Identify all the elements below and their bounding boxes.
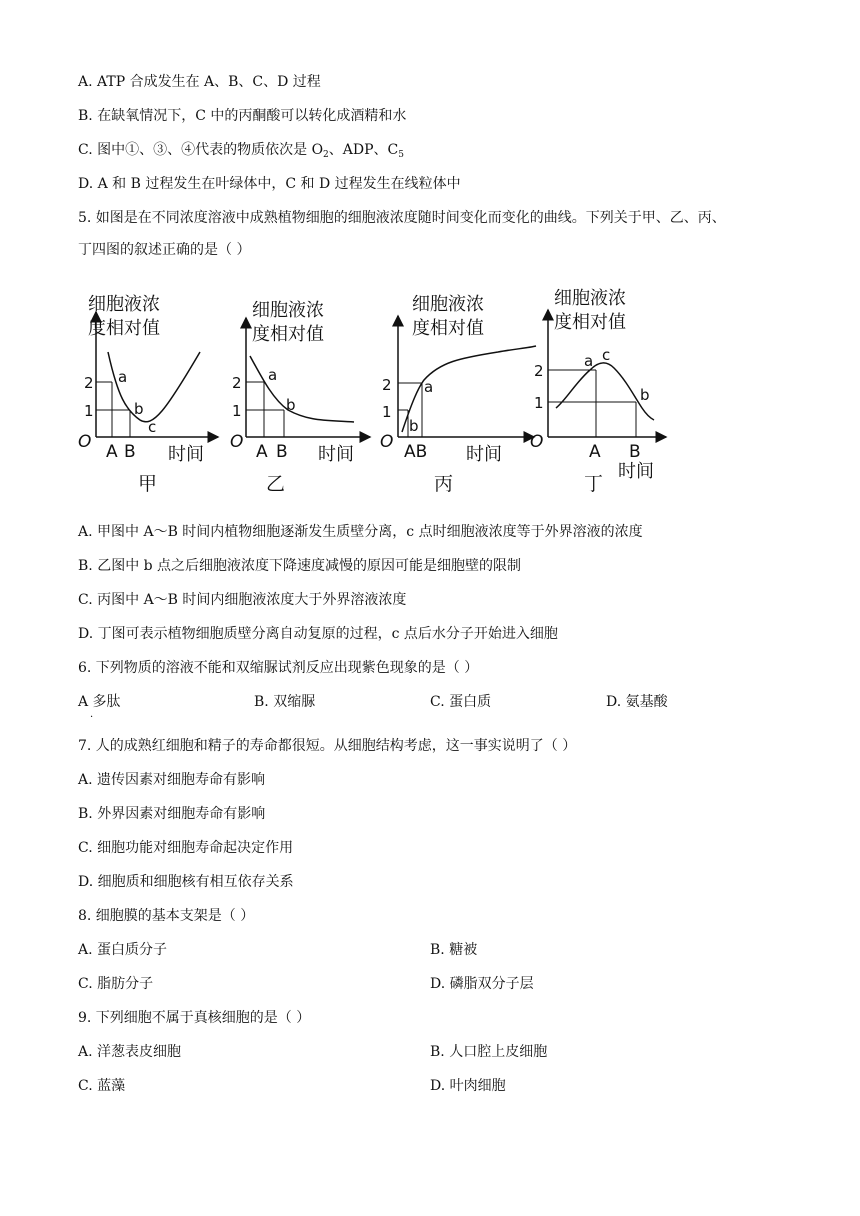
q5-option-c: C. 丙图中 A～B 时间内细胞液浓度大于外界溶液浓度 <box>78 592 407 608</box>
q8-stem: 8. 细胞膜的基本支架是（ ） <box>78 908 255 924</box>
graph-bing-point-b: b <box>409 417 419 435</box>
q5-stem-line2: 丁四图的叙述正确的是（ ） <box>78 242 251 258</box>
graph-bing-ylabel2: 度相对值 <box>412 318 484 339</box>
graph-jia <box>78 294 218 495</box>
graph-ding-ylabel2: 度相对值 <box>554 312 626 333</box>
graph-jia-curve <box>108 352 200 422</box>
graph-jia-point-c: c <box>148 418 157 436</box>
graph-yi-curve <box>250 356 354 422</box>
graph-bing <box>380 294 536 495</box>
graph-yi-x-a: A <box>256 442 268 462</box>
graph-jia-point-a: a <box>118 368 128 386</box>
q9-option-b: B. 人口腔上皮细胞 <box>430 1044 548 1060</box>
graph-yi-name: 乙 <box>266 473 286 495</box>
q4-option-c <box>78 140 404 165</box>
q4-option-a: A. ATP 合成发生在 A、B、C、D 过程 <box>78 74 321 90</box>
q5-option-d: D. 丁图可表示植物细胞质壁分离自动复原的过程，c 点后水分子开始进入细胞 <box>78 626 558 642</box>
q9-option-d: D. 叶肉细胞 <box>430 1078 506 1094</box>
q6-dot: · <box>90 712 94 723</box>
q4-option-c-text2: 、ADP、C <box>328 142 399 158</box>
graph-bing-xlabel: 时间 <box>466 444 502 465</box>
graph-yi-x-b: B <box>276 442 288 462</box>
q4-option-d: D. A 和 B 过程发生在叶绿体中，C 和 D 过程发生在线粒体中 <box>78 176 461 192</box>
graph-jia-tick-2: 2 <box>84 374 94 392</box>
graph-yi-ylabel1: 细胞液浓 <box>252 300 324 321</box>
graph-jia-tick-1: 1 <box>84 402 94 420</box>
q6-option-c: C. 蛋白质 <box>430 694 492 710</box>
q8-option-c: C. 脂肪分子 <box>78 976 154 992</box>
graph-yi <box>230 300 370 495</box>
graph-jia-ylabel1: 细胞液浓 <box>88 294 160 315</box>
graph-ding <box>530 288 666 495</box>
q4-option-c-sub2: 5 <box>398 150 404 160</box>
q5-graphs <box>78 282 678 502</box>
q5-graphs-svg <box>78 282 678 502</box>
graph-bing-tick-1: 1 <box>382 403 392 421</box>
graph-jia-origin: O <box>78 432 92 452</box>
graph-yi-point-b: b <box>286 396 296 414</box>
graph-ding-tick-2: 2 <box>534 362 544 380</box>
graph-bing-tick-2: 2 <box>382 376 392 394</box>
q9-stem: 9. 下列细胞不属于真核细胞的是（ ） <box>78 1010 311 1026</box>
q7-option-b: B. 外界因素对细胞寿命有影响 <box>78 806 266 822</box>
graph-ding-xlabel: 时间 <box>618 461 654 482</box>
q4-option-c-text: C. 图中①、③、④代表的物质依次是 O <box>78 142 324 158</box>
q6-stem: 6. 下列物质的溶液不能和双缩脲试剂反应出现紫色现象的是（ ） <box>78 660 479 676</box>
q7-option-a: A. 遗传因素对细胞寿命有影响 <box>78 772 266 788</box>
graph-ding-origin: O <box>530 432 544 452</box>
graph-ding-point-a: a <box>584 352 594 370</box>
graph-jia-x-a: A <box>106 442 118 462</box>
graph-ding-point-c: c <box>602 346 611 364</box>
q7-option-d: D. 细胞质和细胞核有相互依存关系 <box>78 874 294 890</box>
graph-jia-point-b: b <box>134 400 144 418</box>
graph-ding-name: 丁 <box>584 473 604 495</box>
graph-ding-x-b: B <box>629 442 641 462</box>
graph-yi-tick-2: 2 <box>232 374 242 392</box>
graph-jia-ylabel2: 度相对值 <box>88 318 160 339</box>
q8-option-b: B. 糖被 <box>430 942 478 958</box>
q9-option-a: A. 洋葱表皮细胞 <box>78 1044 182 1060</box>
q8-option-a: A. 蛋白质分子 <box>78 942 168 958</box>
q5-option-b: B. 乙图中 b 点之后细胞液浓度下降速度减慢的原因可能是细胞壁的限制 <box>78 558 522 574</box>
q6-option-a: A 多肽 <box>78 694 121 710</box>
q6-option-b: B. 双缩脲 <box>254 694 316 710</box>
graph-yi-xlabel: 时间 <box>318 444 354 465</box>
graph-yi-point-a: a <box>268 366 278 384</box>
graph-yi-origin: O <box>230 432 244 452</box>
q4-option-b: B. 在缺氧情况下，C 中的丙酮酸可以转化成酒精和水 <box>78 108 407 124</box>
q6-option-d: D. 氨基酸 <box>606 694 668 710</box>
graph-bing-origin: O <box>380 432 394 452</box>
q7-option-c: C. 细胞功能对细胞寿命起决定作用 <box>78 840 294 856</box>
graph-jia-name: 甲 <box>138 473 158 495</box>
graph-bing-point-a: a <box>424 378 434 396</box>
graph-yi-tick-1: 1 <box>232 402 242 420</box>
graph-jia-xlabel: 时间 <box>168 444 204 465</box>
q8-option-d: D. 磷脂双分子层 <box>430 976 534 992</box>
graph-yi-ylabel2: 度相对值 <box>252 324 324 345</box>
graph-ding-point-b: b <box>640 386 650 404</box>
q5-option-a: A. 甲图中 A～B 时间内植物细胞逐渐发生质壁分离，c 点时细胞液浓度等于外界溶液的浓度 <box>78 524 643 540</box>
graph-ding-tick-1: 1 <box>534 394 544 412</box>
graph-bing-ylabel1: 细胞液浓 <box>412 294 484 315</box>
graph-bing-x-ab: AB <box>404 442 428 462</box>
q7-stem: 7. 人的成熟红细胞和精子的寿命都很短。从细胞结构考虑，这一事实说明了（ ） <box>78 738 577 754</box>
graph-ding-x-a: A <box>589 442 601 462</box>
graph-jia-x-b: B <box>124 442 136 462</box>
q4-option-c-sub1: 2 <box>323 150 329 160</box>
q9-option-c: C. 蓝藻 <box>78 1078 126 1094</box>
q5-stem-line1: 5. 如图是在不同浓度溶液中成熟植物细胞的细胞液浓度随时间变化而变化的曲线。下列关于甲、乙、丙、 <box>78 210 726 226</box>
graph-bing-name: 丙 <box>434 473 454 495</box>
graph-ding-ylabel1: 细胞液浓 <box>554 288 626 309</box>
